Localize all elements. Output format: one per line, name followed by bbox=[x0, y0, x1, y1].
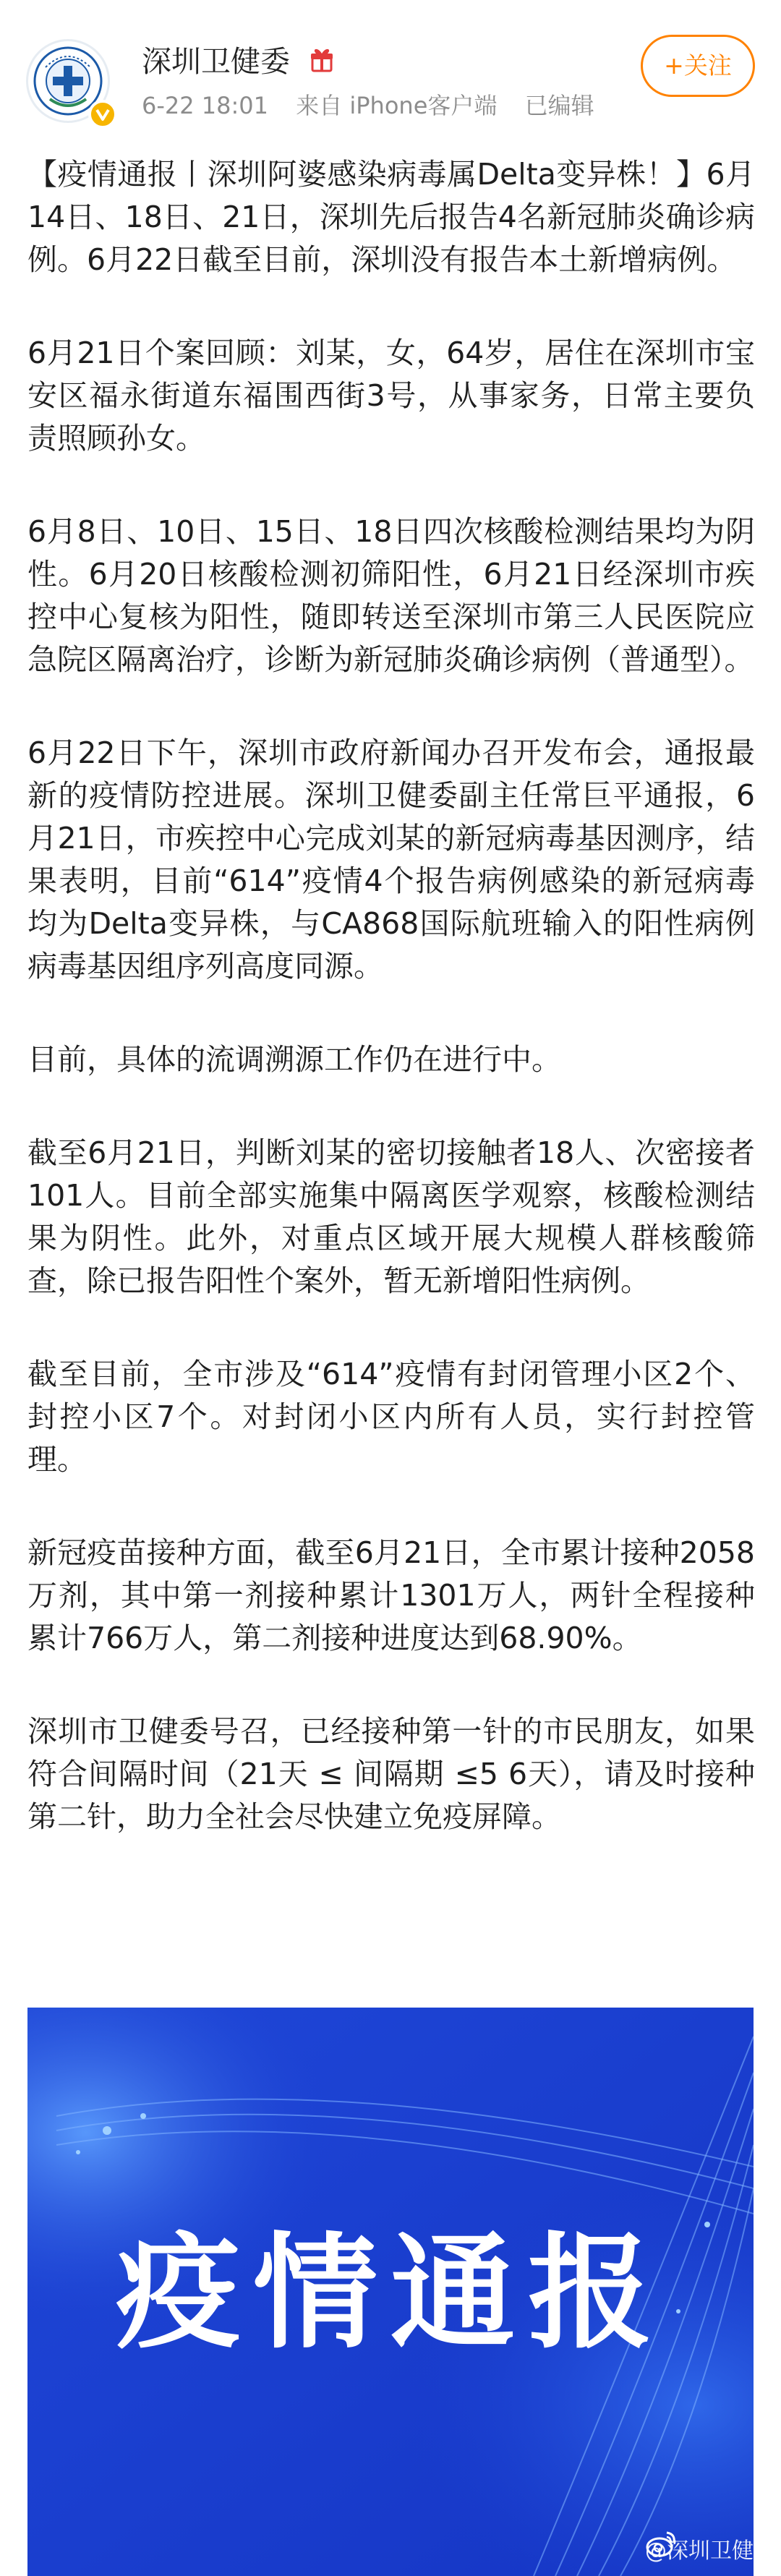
post-image[interactable] bbox=[27, 2008, 754, 2576]
verified-v-icon bbox=[88, 100, 117, 129]
image-watermark bbox=[645, 2527, 754, 2570]
banner-title: 疫情通报 bbox=[116, 2220, 665, 2366]
post-meta bbox=[142, 91, 615, 120]
post-paragraph: 目前，具体的流调溯源工作仍在进行中。 bbox=[27, 1042, 561, 1077]
post-paragraph: 6月21日个案回顾：刘某，女，64岁，居住在深圳市宝安区福永街道东福围西街3号，从事家务，日常主要负责照顾孙女。 bbox=[27, 336, 755, 456]
post-paragraph: 深圳市卫健委号召，已经接种第一针的市民朋友，如果符合间隔时间（21天 ≤ 间隔期 ≤5 6天），请及时接种第二针，助力全社会尽快建立免疫屏障。 bbox=[27, 1714, 755, 1834]
weibo-logo-icon bbox=[645, 2527, 678, 2560]
post-edited-label[interactable]: 已编辑 bbox=[524, 92, 594, 119]
post-content bbox=[27, 153, 755, 1889]
gift-badge-icon bbox=[307, 45, 336, 74]
post-paragraph: 【疫情通报丨深圳阿婆感染病毒属Delta变异株！】6月14日、18日、21日，深圳先后报告4名新冠肺炎确诊病例。6月22日截至目前，深圳没有报告本土新增病例。 bbox=[27, 157, 755, 277]
follow-button[interactable]: +关注 bbox=[641, 35, 755, 97]
post-header bbox=[0, 0, 781, 152]
post-paragraph: 截至6月21日，判断刘某的密切接触者18人、次密接者101人。目前全部实施集中隔离医学观察，核酸检测结果为阴性。此外，对重点区域开展大规模人群核酸筛查，除已报告阳性个案外，暂无新增阳性病例。 bbox=[27, 1135, 755, 1298]
post-paragraph: 新冠疫苗接种方面，截至6月21日，全市累计接种2058万剂，其中第一剂接种累计1301万人，两针全程接种累计766万人，第二剂接种进度达到68.90%。 bbox=[27, 1535, 755, 1655]
post-paragraph: 6月22日下午，深圳市政府新闻办召开发布会，通报最新的疫情防控进展。深圳卫健委副主任常巨平通报，6月21日，市疾控中心完成刘某的新冠病毒基因测序，结果表明，目前“614”疫情4个报告病例感染的新冠病毒均为Delta变异株，与CA868国际航班输入的阳性病例病毒基因组序列高度同源。 bbox=[27, 735, 755, 984]
watermark-text: @深圳卫健 bbox=[645, 2538, 754, 2564]
post-paragraph: 6月8日、10日、15日、18日四次核酸检测结果均为阴性。6月20日核酸检测初筛阳性，6月21日经深圳市疾控中心复核为阳性，随即转送至深圳市第三人民医院应急院区隔离治疗，诊断为新冠肺炎确诊病例（普通型）。 bbox=[27, 514, 755, 677]
post-paragraph: 截至目前，全市涉及“614”疫情有封闭管理小区2个、封控小区7个。对封闭小区内所有人员，实行封控管理。 bbox=[27, 1357, 755, 1477]
post-timestamp: 6-22 18:01 bbox=[142, 92, 269, 119]
author-name[interactable]: 深圳卫健委 bbox=[142, 44, 290, 79]
post-source: 来自 iPhone客户端 bbox=[296, 92, 498, 119]
